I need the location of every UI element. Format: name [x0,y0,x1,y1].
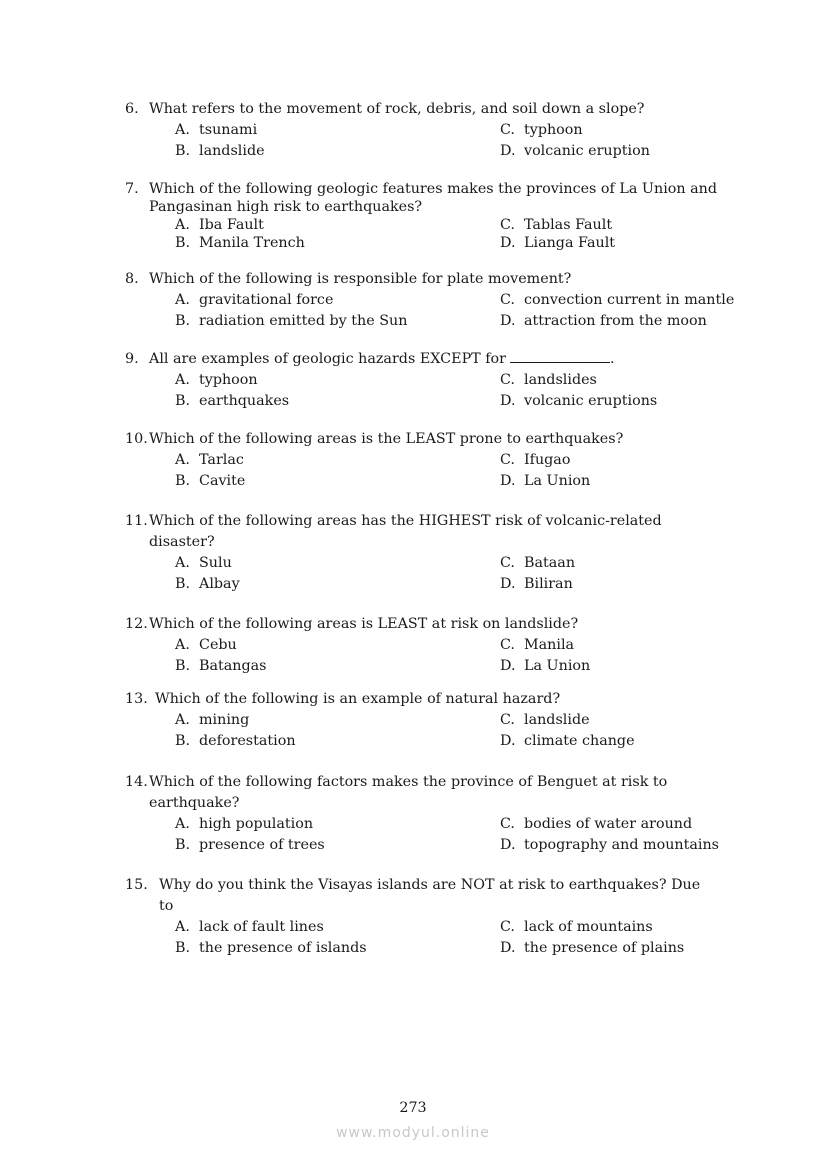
option-b: B. Manila Trench [175,235,305,251]
question-number: 15. [125,877,148,893]
option-d: D. La Union [500,473,591,489]
question-number: 13. [125,691,148,707]
option-c: C. Tablas Fault [500,217,613,233]
option-d: D. attraction from the moon [500,313,707,329]
option-b: B. Cavite [175,473,246,489]
question-number: 7. [125,181,139,197]
option-b: B. the presence of islands [175,940,367,956]
question-stem: Which of the following geologic features makes the provinces of La Union and [149,181,718,197]
option-b: B. deforestation [175,733,296,749]
option-a: A. high population [175,816,314,832]
option-d: D. Biliran [500,576,573,592]
question-number: 9. [125,351,139,367]
option-d: D. climate change [500,733,635,749]
option-a: A. lack of fault lines [175,919,324,935]
option-c: C. Bataan [500,555,576,571]
question-stem: Which of the following is responsible for plate movement? [149,271,572,287]
question-stem-line-2: to [159,898,174,914]
question-number: 11. [125,513,148,529]
question-stem: Which of the following factors makes the province of Benguet at risk to [149,774,668,790]
option-b: B. Albay [175,576,240,592]
option-d: D. volcanic eruptions [500,393,658,409]
question-stem: All are examples of geologic hazards EXCEPT for . [149,351,615,367]
option-a: A. gravitational force [175,292,334,308]
option-a: A. Cebu [175,637,237,653]
question-stem: Which of the following is an example of natural hazard? [155,691,561,707]
question-stem: Which of the following areas is the LEAST prone to earthquakes? [149,431,624,447]
footer-watermark: www.modyul.online [336,1125,490,1141]
option-c: C. typhoon [500,122,583,138]
option-b: B. Batangas [175,658,267,674]
option-d: D. the presence of plains [500,940,685,956]
question-stem: What refers to the movement of rock, debris, and soil down a slope? [149,101,645,117]
question-stem: Which of the following areas is LEAST at risk on landslide? [149,616,579,632]
option-a: A. mining [175,712,250,728]
option-b: B. earthquakes [175,393,290,409]
option-a: A. Sulu [175,555,232,571]
option-c: C. landslides [500,372,597,388]
option-d: D. volcanic eruption [500,143,650,159]
option-c: C. Manila [500,637,575,653]
option-d: D. topography and mountains [500,837,719,853]
option-b: B. presence of trees [175,837,325,853]
question-number: 8. [125,271,139,287]
question-stem-line-2: Pangasinan high risk to earthquakes? [149,199,423,215]
question-number: 14. [125,774,148,790]
option-c: C. landslide [500,712,590,728]
option-a: A. Tarlac [175,452,244,468]
option-c: C. lack of mountains [500,919,653,935]
option-c: C. bodies of water around [500,816,693,832]
question-stem: Why do you think the Visayas islands are NOT at risk to earthquakes? Due [159,877,701,893]
option-d: D. La Union [500,658,591,674]
option-b: B. landslide [175,143,265,159]
question-stem-line-2: disaster? [149,534,215,550]
question-number: 6. [125,101,139,117]
option-a: A. tsunami [175,122,258,138]
question-stem: Which of the following areas has the HIGHEST risk of volcanic-related [149,513,662,529]
answer-blank [510,350,610,363]
option-d: D. Lianga Fault [500,235,616,251]
option-a: A. typhoon [175,372,258,388]
question-stem-line-2: earthquake? [149,795,240,811]
page-number: 273 [399,1100,427,1116]
option-a: A. Iba Fault [175,217,264,233]
option-c: C. Ifugao [500,452,571,468]
question-number: 10. [125,431,148,447]
option-c: C. convection current in mantle [500,292,735,308]
question-number: 12. [125,616,148,632]
option-b: B. radiation emitted by the Sun [175,313,408,329]
